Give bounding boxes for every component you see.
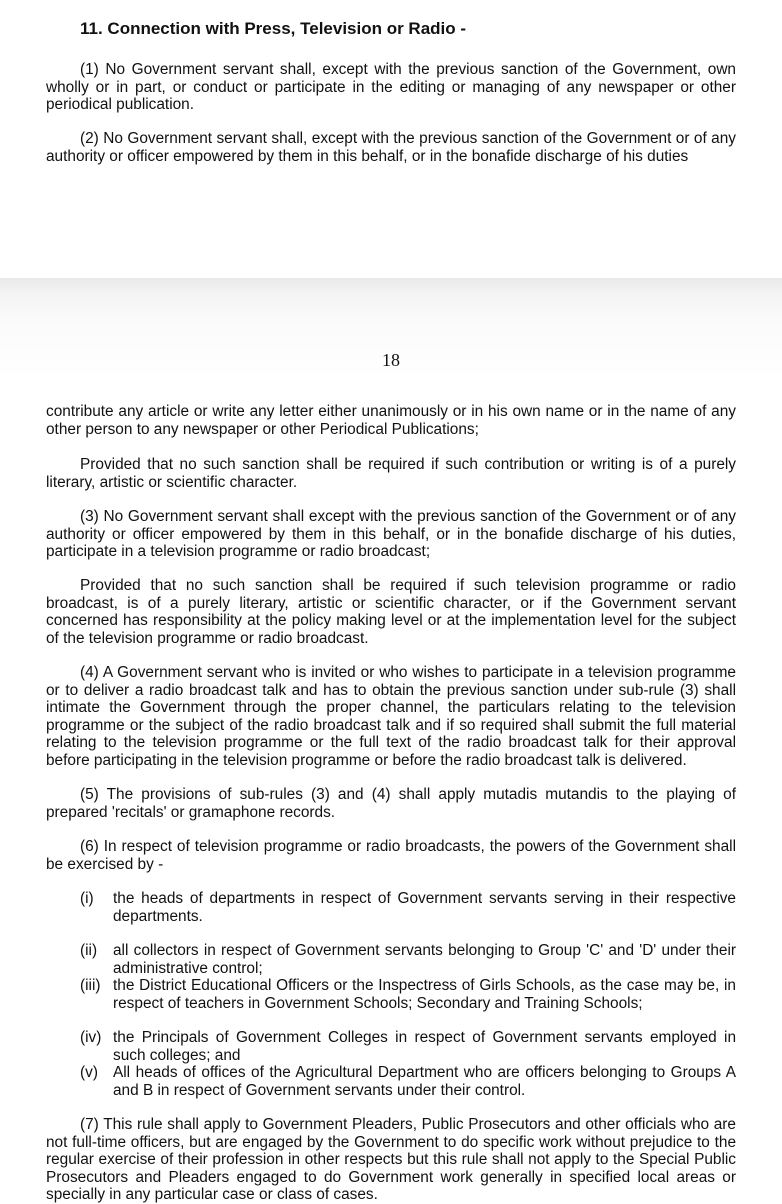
paragraph-5: (5) The provisions of sub-rules (3) and (4) shall apply mutadis mutandis to the playing of prepared 'recitals' or gramaphone records. — [46, 786, 736, 821]
paragraph-3: (3) No Government servant shall except with the previous sanction of the Government or of any authority or officer empowered by them in this behalf, or in the bonafide discharge of his duties, participate in a television programme or radio broadcast; — [46, 508, 736, 561]
paragraph-4: (4) A Government servant who is invited or who wishes to participate in a television programme or to deliver a radio broadcast talk and has to obtain the previous sanction under sub-rule (3) shall intimate the Government through the proper channel, the particulars relating to the television programme or the subject of the radio broadcast talk and if so required shall submit the full material relating to the television programme or the full text of the radio broadcast talk for their approval before participating in the television programme or before the radio broadcast talk is delivered. — [46, 664, 736, 769]
list-item — [80, 977, 736, 1012]
list-item-text: All heads of offices of the Agricultural Department who are officers belonging to Groups A and B in respect of Government servants under their control. — [113, 1064, 736, 1099]
section-title: 11. Connection with Press, Television or Radio - — [80, 19, 467, 38]
paragraph-2-continued: contribute any article or write any letter either unanimously or in his own name or in the name of any other person to any newspaper or other Periodical Publications; — [46, 403, 736, 438]
list-item-number: (iii) — [80, 977, 101, 994]
list-item — [80, 890, 736, 925]
page-number: 18 — [382, 350, 400, 370]
list-item — [80, 1029, 736, 1064]
list-item-number: (iv) — [80, 1029, 102, 1046]
list-item-text: the District Educational Officers or the Inspectress of Girls Schools, as the case may be, in respect of teachers in Government Schools; Secondary and Training Schools; — [113, 977, 736, 1012]
paragraph-1: (1) No Government servant shall, except with the previous sanction of the Government, own wholly or in part, or conduct or participate in the editing or managing of any newspaper or other periodical publication. — [46, 61, 736, 114]
list-item-text: the heads of departments in respect of Government servants serving in their respective departments. — [113, 890, 736, 925]
list-item-text: the Principals of Government Colleges in respect of Government servants employed in such colleges; and — [113, 1029, 736, 1064]
list-item-number: (i) — [80, 890, 94, 907]
paragraph-6: (6) In respect of television programme or radio broadcasts, the powers of the Government shall be exercised by - — [46, 838, 736, 873]
list-item-number: (v) — [80, 1064, 98, 1081]
paragraph-7: (7) This rule shall apply to Government Pleaders, Public Prosecutors and other officials who are not full-time officers, but are engaged by the Government to do specific work without prejudice to the regular exercise of their profession in other respects but this rule shall not apply to the Special Public Prosecutors and Pleaders engaged to do Government work generally in specified local areas or specially in any particular case or class of cases. — [46, 1116, 736, 1204]
list-item-number: (ii) — [80, 942, 98, 959]
proviso-2: Provided that no such sanction shall be required if such television programme or radio broadcast, is of a purely literary, artistic or scientific character, or if the Government servant concerned has responsibility at the policy making level or at the implementation level for the subject of the television programme or radio broadcast. — [46, 577, 736, 647]
proviso-1: Provided that no such sanction shall be required if such contribution or writing is of a purely literary, artistic or scientific character. — [46, 456, 736, 491]
list-item-text: all collectors in respect of Government servants belonging to Group 'C' and 'D' under their administrative control; — [113, 942, 736, 977]
list-item — [80, 942, 736, 977]
list-item — [80, 1064, 736, 1099]
page-break-gap — [0, 278, 782, 388]
paragraph-2-start: (2) No Government servant shall, except with the previous sanction of the Government or of any authority or officer empowered by them in this behalf, or in the bonafide discharge of his duties — [46, 130, 736, 165]
